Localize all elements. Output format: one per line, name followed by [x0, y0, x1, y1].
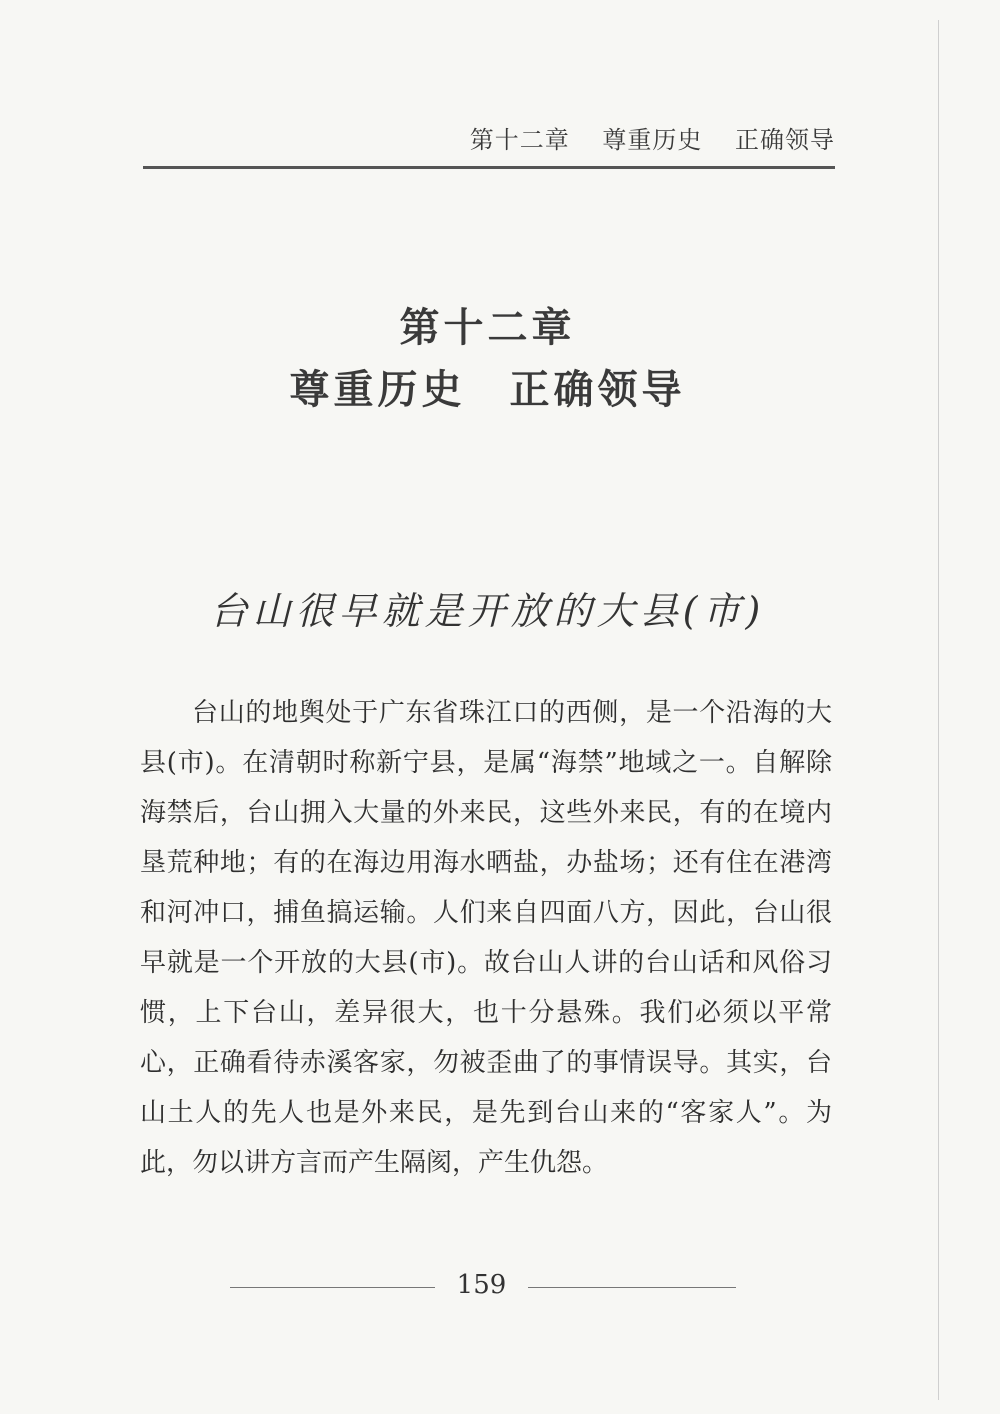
- chapter-title-part1: 尊重历史: [289, 367, 466, 413]
- chapter-title: [0, 358, 975, 415]
- running-header: [140, 120, 835, 155]
- page-edge-line: [938, 20, 939, 1400]
- header-rule: [143, 166, 835, 169]
- running-header-chapter: 第十二章: [469, 126, 570, 154]
- running-header-title-part2: 正确领导: [735, 126, 835, 154]
- section-title: 台山很早就是开放的大县(市): [209, 589, 766, 633]
- body-text: [140, 688, 832, 1188]
- footer-rule-left: [230, 1287, 435, 1288]
- chapter-number: 第十二章: [399, 305, 576, 351]
- page-number: 159: [456, 1270, 507, 1300]
- chapter-title-part2: 正确领导: [509, 367, 686, 413]
- running-header-title-part1: 尊重历史: [602, 126, 703, 154]
- footer-rule-right: [528, 1287, 736, 1288]
- body-paragraph: 台山的地舆处于广东省珠江口的西侧，是一个沿海的大县(市)。在清朝时称新宁县，是属“海禁”地域之一。自解除海禁后，台山拥入大量的外来民，这些外来民，有的在境内垦荒种地；有的在海边用海水晒盐，办盐场；还有住在港湾和河冲口，捕鱼搞运输。人们来自四面八方，因此，台山很早就是一个开放的大县(市)。故台山人讲的台山话和风俗习惯，上下台山，差异很大，也十分悬殊。我们必须以平常心，正确看待赤溪客家，勿被歪曲了的事情误导。其实，台山土人的先人也是外来民，是先到台山来的“客家人”。为此，勿以讲方言而产生隔阂，产生仇怨。: [140, 698, 832, 1178]
